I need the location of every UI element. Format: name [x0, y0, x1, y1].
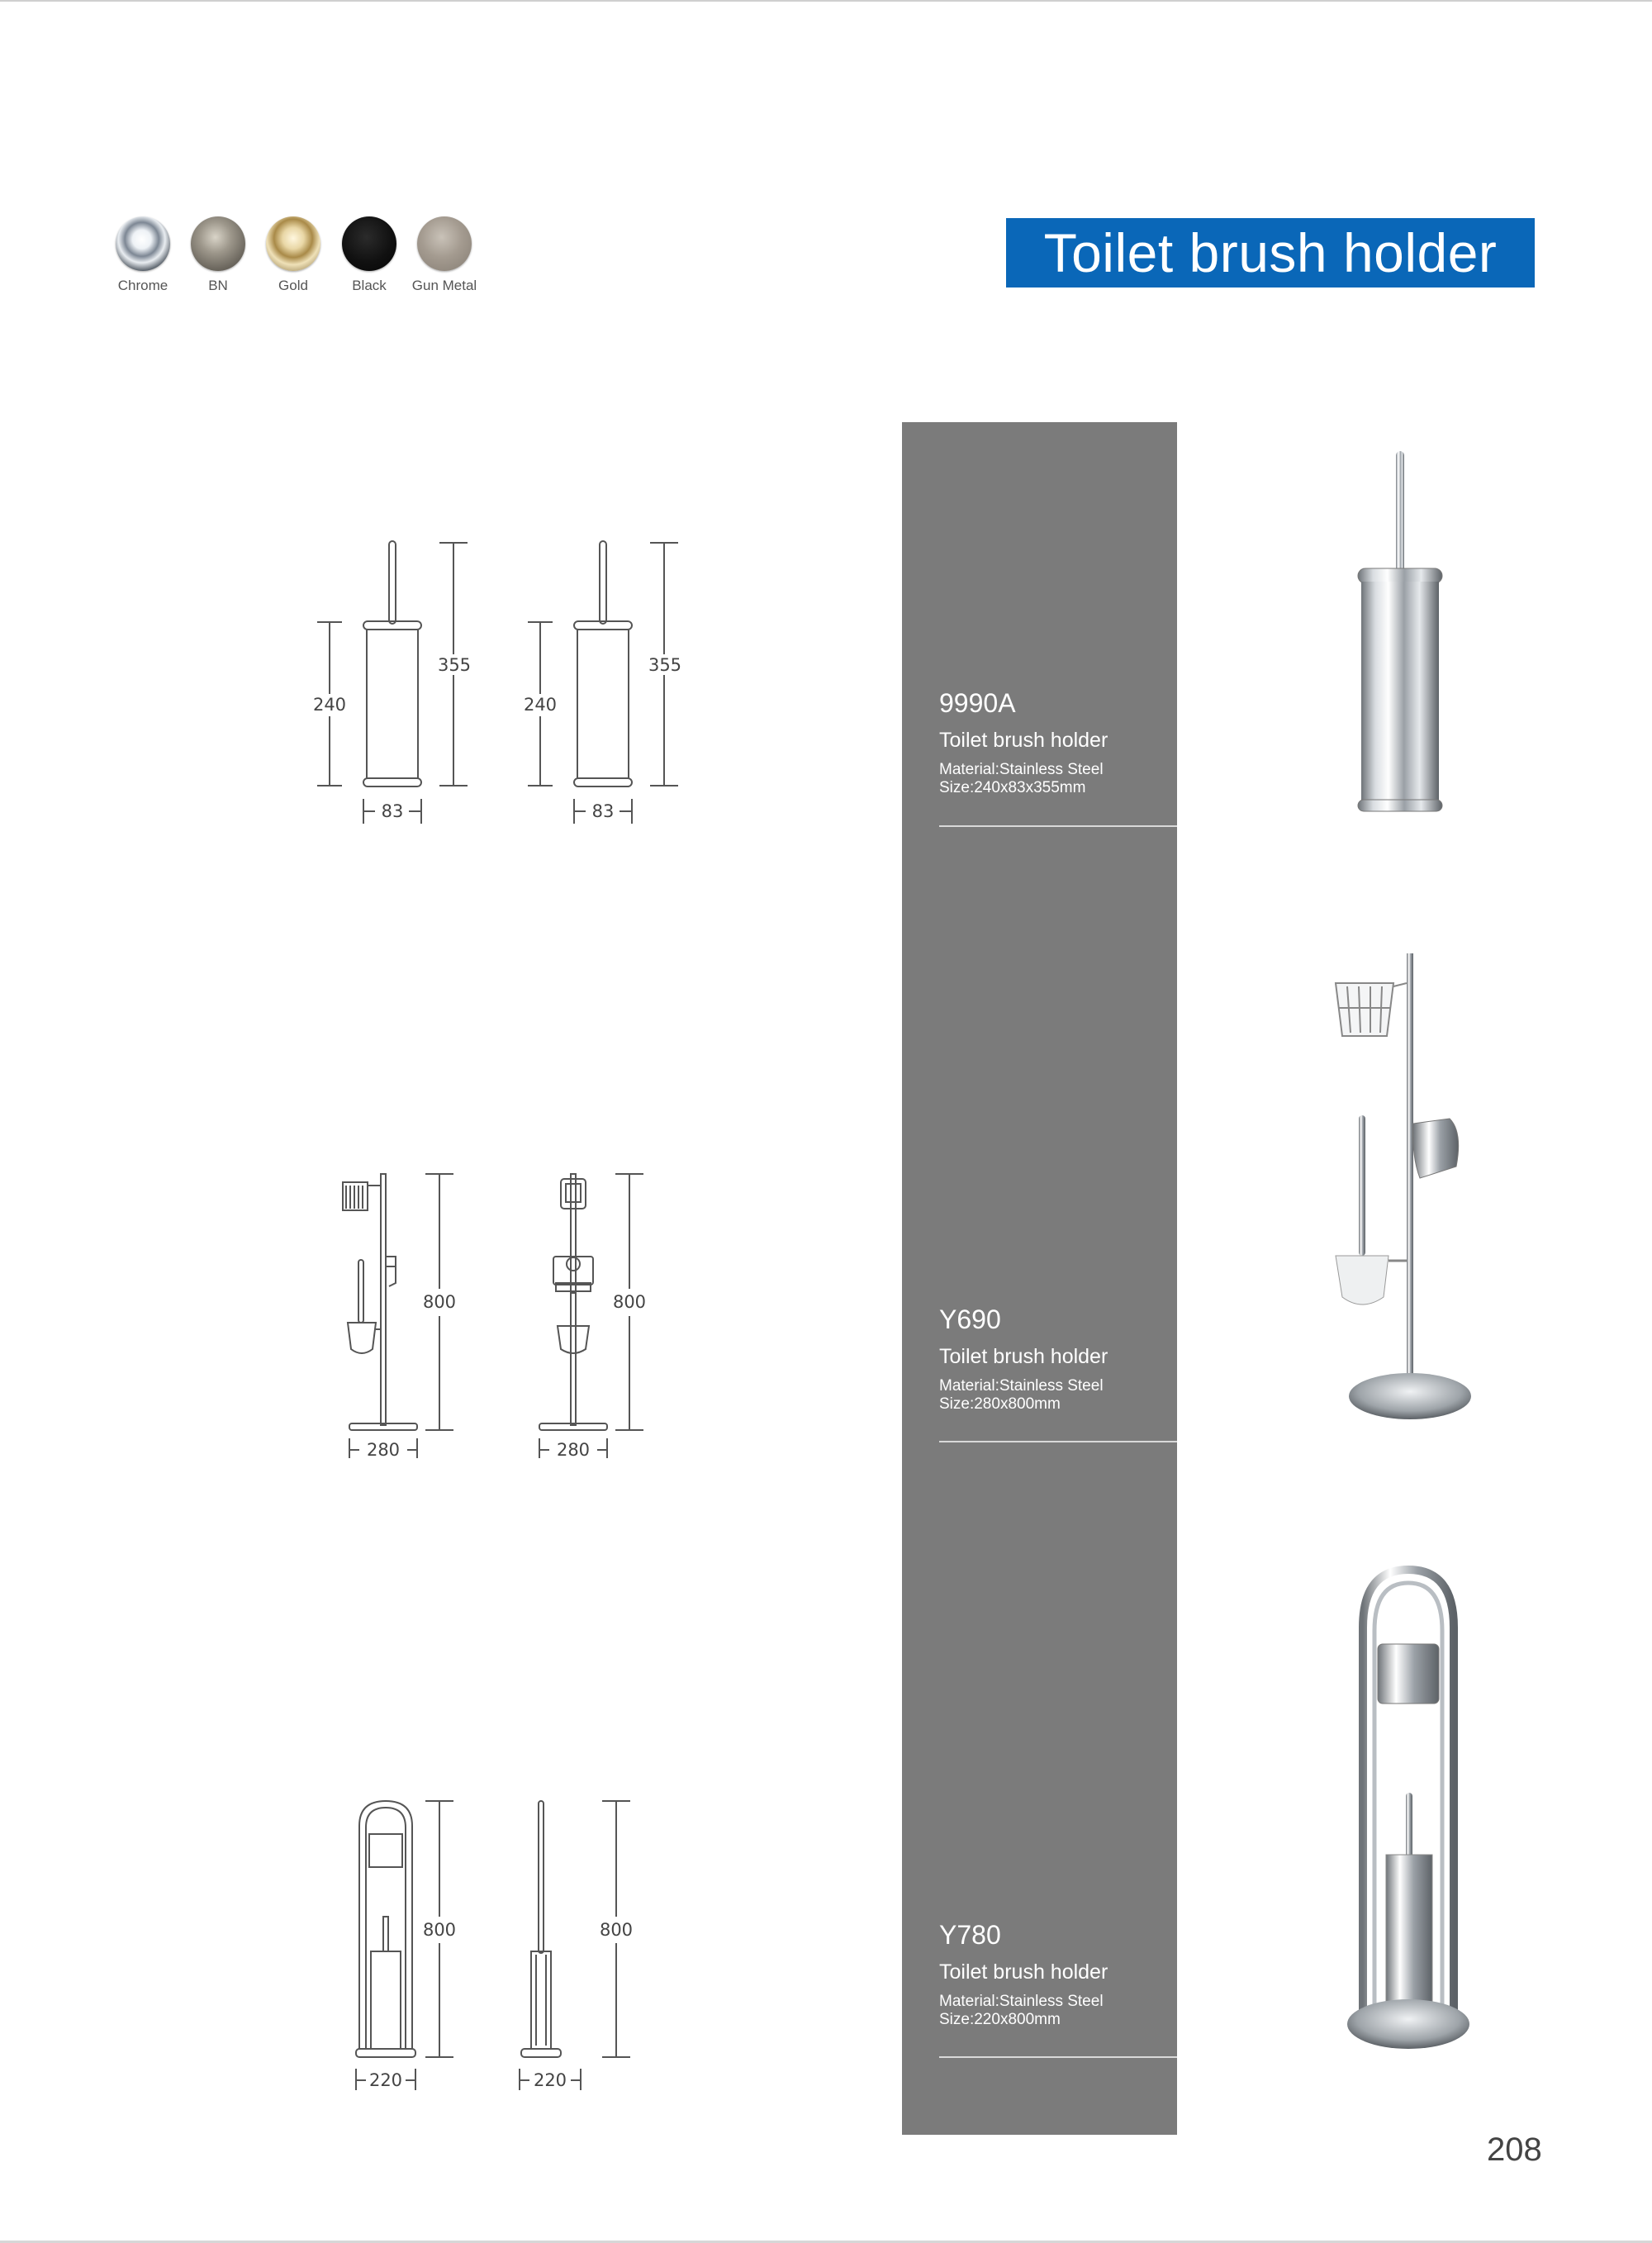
- top-rule: [0, 0, 1652, 2]
- product-code: 9990A: [939, 688, 1016, 718]
- page-number: 208: [1487, 2131, 1542, 2168]
- product-photo-y780: [1338, 1561, 1479, 2057]
- finish-label: Black: [352, 278, 387, 293]
- dim-height: 800: [422, 1292, 457, 1312]
- product-material: Material:Stainless Steel: [939, 1993, 1104, 2010]
- dim-width: 83: [381, 801, 404, 821]
- gold-swatch-icon: [266, 216, 320, 271]
- drawing-view-front: [356, 1801, 453, 2090]
- brushed-nickel-swatch-icon: [191, 216, 245, 271]
- product-divider: [939, 2056, 1177, 2058]
- product-info-9990a: [939, 688, 1108, 797]
- product-material: Material:Stainless Steel: [939, 761, 1104, 778]
- drawing-view-front: [317, 541, 468, 824]
- product-divider: [939, 1441, 1177, 1442]
- dim-width: 280: [366, 1440, 401, 1458]
- technical-drawing-y780: [335, 1793, 673, 2090]
- product-info-column: [902, 422, 1177, 2135]
- product-name: Toilet brush holder: [939, 729, 1108, 752]
- product-info-y780: [939, 1920, 1108, 2029]
- dim-height: 240: [523, 695, 558, 715]
- dim-total-height: 355: [648, 655, 682, 675]
- product-divider: [939, 825, 1177, 827]
- product-photo-9990a: [1346, 446, 1454, 826]
- finish-black: [340, 216, 398, 294]
- gun-metal-swatch-icon: [417, 216, 472, 271]
- product-code: Y780: [939, 1920, 1001, 1950]
- finish-chrome: [114, 216, 172, 294]
- product-material: Material:Stainless Steel: [939, 1377, 1104, 1395]
- finish-bn: [189, 216, 247, 294]
- drawing-view-side: [528, 541, 678, 824]
- chrome-swatch-icon: [116, 216, 170, 271]
- dim-width: 83: [591, 801, 615, 821]
- black-swatch-icon: [342, 216, 396, 271]
- dim-height: 800: [599, 1920, 634, 1940]
- finish-label: BN: [208, 278, 228, 293]
- finish-label: Gun Metal: [411, 278, 477, 293]
- finish-label: Gold: [278, 278, 308, 293]
- product-info-y690: [939, 1304, 1108, 1414]
- technical-drawing-y690: [326, 1161, 673, 1458]
- product-name: Toilet brush holder: [939, 1345, 1108, 1368]
- finish-gun-metal: [411, 216, 477, 294]
- product-size: Size:220x800mm: [939, 2011, 1061, 2028]
- dim-total-height: 355: [437, 655, 472, 675]
- drawing-view-side: [539, 1174, 643, 1458]
- dim-width: 220: [368, 2070, 403, 2090]
- technical-drawing-9990a: [306, 533, 694, 839]
- drawing-view-front: [343, 1174, 453, 1458]
- dim-height: 800: [612, 1292, 647, 1312]
- product-size: Size:240x83x355mm: [939, 779, 1086, 796]
- dim-width: 220: [533, 2070, 567, 2090]
- dim-height: 800: [422, 1920, 457, 1940]
- finish-gold: [264, 216, 322, 294]
- finish-label: Chrome: [117, 278, 169, 293]
- dim-height: 240: [312, 695, 347, 715]
- product-name: Toilet brush holder: [939, 1960, 1108, 1984]
- dim-width: 280: [556, 1440, 591, 1458]
- drawing-view-side: [520, 1801, 630, 2090]
- product-code: Y690: [939, 1304, 1001, 1334]
- product-photo-y690: [1326, 950, 1487, 1429]
- page-title: Toilet brush holder: [1006, 218, 1535, 288]
- product-size: Size:280x800mm: [939, 1395, 1061, 1413]
